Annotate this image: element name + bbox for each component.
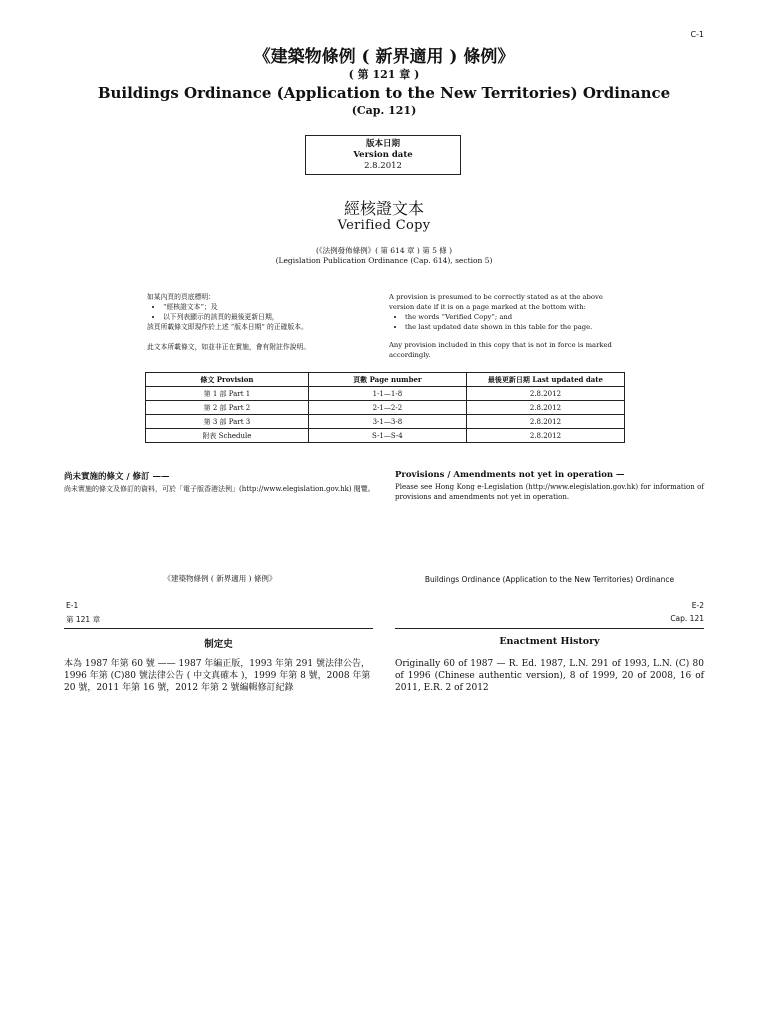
- running-header-zh: 《建築物條例 ( 新界適用 ) 條例》: [163, 574, 277, 583]
- note-en-intro: A provision is presumed to be correctly stated as at the above version date if it is on a page marked at the bottom with:: [389, 293, 603, 311]
- table-cell: 2.8.2012: [466, 401, 624, 415]
- verification-note-zh: [147, 292, 357, 352]
- table-row: [146, 401, 625, 415]
- table-cell: S-1—S-4: [308, 429, 466, 443]
- note-zh-p2: 此文本所載條文，如並非正在實施，會有附註作說明。: [147, 343, 311, 351]
- not-in-operation-body-en: Please see Hong Kong e-Legislation (http://www.elegislation.gov.hk) for information of provisions and amendments not yet in operation.: [395, 483, 704, 501]
- version-date-label-en: Version date: [353, 149, 413, 160]
- table-cell: 第 1 部 Part 1: [146, 387, 309, 401]
- column-header: 條文 Provision: [146, 373, 309, 387]
- not-in-operation-body-zh: 尚未實施的條文及修訂的資料，可於「電子版香港法例」(http://www.elegislation.gov.hk) 閱覽。: [64, 485, 375, 493]
- page-number-left: E-1: [66, 601, 79, 610]
- table-header-row: [146, 373, 625, 387]
- note-zh-after: 該頁所載條文即現作於上述 “版本日期” 的正確版本。: [147, 323, 308, 331]
- version-date-label-zh: 版本日期: [365, 138, 400, 149]
- not-in-operation-title-en: Provisions / Amendments not yet in operation —: [395, 470, 625, 480]
- table-cell: 2-1—2-2: [308, 401, 466, 415]
- column-header: 頁數 Page number: [308, 373, 466, 387]
- enactment-history-title-zh: 制定史: [204, 639, 233, 650]
- lpo-reference-en: (Legislation Publication Ordinance (Cap. 614), section 5): [275, 256, 493, 265]
- note-zh-bullet: • “經核證文本”；及: [163, 302, 357, 312]
- not-in-operation-en: [395, 470, 704, 502]
- table-cell: 附表 Schedule: [146, 429, 309, 443]
- not-in-operation-zh: [64, 470, 376, 494]
- note-en-bullet: • the last updated date shown in this table for the page.: [405, 322, 624, 332]
- cap-zh: ( 第 121 章 ): [348, 68, 420, 81]
- enactment-history-body-zh: 本為 1987 年第 60 號 —— 1987 年編正版，1993 年第 291 號法律公告，1996 年第 (C)80 號法律公告 ( 中文真確本 )，1999 年第 8 號，2008 年第 20 號，2011 年第 16 號，2012 年第 2 號編輯修訂紀錄: [64, 659, 371, 693]
- table-cell: 3-1—3-8: [308, 415, 466, 429]
- enactment-history-body-en: Originally 60 of 1987 — R. Ed. 1987, L.N. 291 of 1993, L.N. (C) 80 of 1996 (Chinese authentic version), 8 of 1999, 20 of 2008, 16 of 2011, E.R. 2 of 2012: [395, 659, 704, 693]
- table-cell: 2.8.2012: [466, 429, 624, 443]
- not-in-operation-title-zh: 尚未實施的條文 / 修訂 ——: [64, 472, 170, 482]
- verification-note-en: [389, 292, 624, 360]
- note-en-p2: Any provision included in this copy that is not in force is marked accordingly.: [389, 341, 612, 359]
- title-en: Buildings Ordinance (Application to the New Territories) Ordinance: [97, 84, 671, 102]
- running-header-en: Buildings Ordinance (Application to the New Territories) Ordinance: [424, 575, 675, 584]
- lpo-reference-zh: (《法例發佈條例》( 第 614 章 ) 第 5 條 ): [315, 246, 453, 255]
- note-zh-bullet: • 以下列表顯示的該頁的最後更新日期，: [163, 312, 357, 322]
- table-cell: 2.8.2012: [466, 387, 624, 401]
- table-cell: 2.8.2012: [466, 415, 624, 429]
- cap-label-left: 第 121 章: [66, 615, 101, 624]
- version-date-box: [305, 135, 461, 175]
- table-row: [146, 429, 625, 443]
- enactment-history-title-en: Enactment History: [499, 636, 600, 647]
- note-en-bullet: • the words “Verified Copy”; and: [405, 312, 624, 322]
- table-row: [146, 415, 625, 429]
- page-id: C-1: [690, 30, 704, 39]
- verified-copy-zh: 經核證文本: [343, 199, 424, 218]
- verified-copy-en: Verified Copy: [337, 218, 431, 233]
- version-date-value: 2.8.2012: [364, 160, 402, 171]
- table-cell: 第 3 部 Part 3: [146, 415, 309, 429]
- table-cell: 1-1—1-8: [308, 387, 466, 401]
- note-zh-intro: 如某內頁的頁底標明：: [147, 293, 215, 301]
- page-number-right: E-2: [691, 601, 704, 610]
- table-row: [146, 387, 625, 401]
- table-cell: 第 2 部 Part 2: [146, 401, 309, 415]
- cap-label-right: Cap. 121: [670, 614, 704, 623]
- divider-right: [395, 628, 704, 629]
- title-zh: 《建築物條例 ( 新界適用 ) 條例》: [253, 47, 515, 67]
- divider-left: [64, 628, 373, 629]
- column-header: 最後更新日期 Last updated date: [466, 373, 624, 387]
- cap-en: (Cap. 121): [351, 104, 417, 117]
- provision-table: [145, 372, 625, 443]
